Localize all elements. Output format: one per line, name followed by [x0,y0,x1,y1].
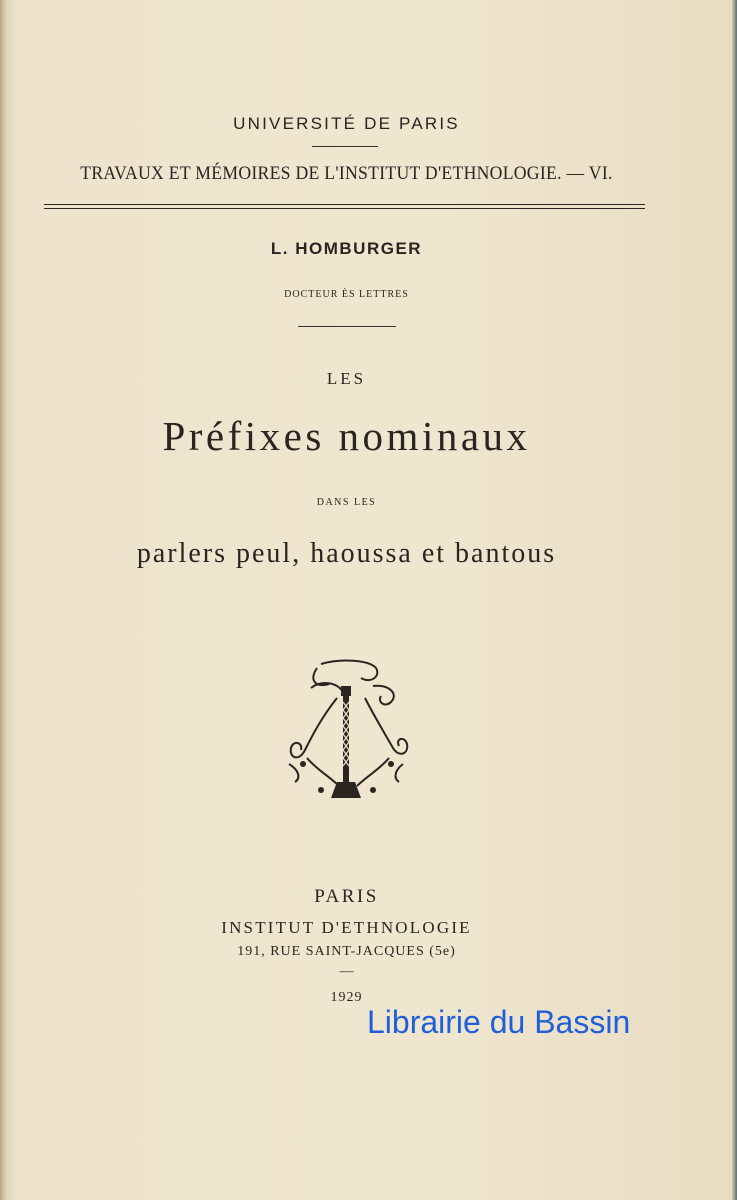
title-connector: DANS LES [316,497,377,508]
bookseller-watermark: Librairie du Bassin [367,1004,631,1040]
double-rule-bottom [44,208,645,209]
imprint-city: PARIS [314,886,379,907]
book-title: Préfixes nominaux [162,413,531,459]
author-rule [298,326,396,327]
imprint-year: 1929 [330,990,363,1005]
publisher-monogram-icon [281,658,413,806]
author-degree: DOCTEUR ÈS LETTRES [284,289,409,300]
institution-rule [312,146,378,147]
series-title: TRAVAUX ET MÉMOIRES DE L'INSTITUT D'ETHNOLOGIE. — VI. [80,163,613,184]
imprint-separator: — [339,964,354,979]
institution-heading: UNIVERSITÉ DE PARIS [233,114,460,133]
double-rule-top [44,204,645,205]
title-article: LES [326,369,367,388]
imprint-address: 191, RUE SAINT-JACQUES (5e) [237,944,456,959]
book-cover-edge [732,0,737,1200]
author-name: L. HOMBURGER [270,239,423,258]
book-subtitle: parlers peul, haoussa et bantous [136,538,557,569]
imprint-publisher: INSTITUT D'ETHNOLOGIE [221,918,472,937]
